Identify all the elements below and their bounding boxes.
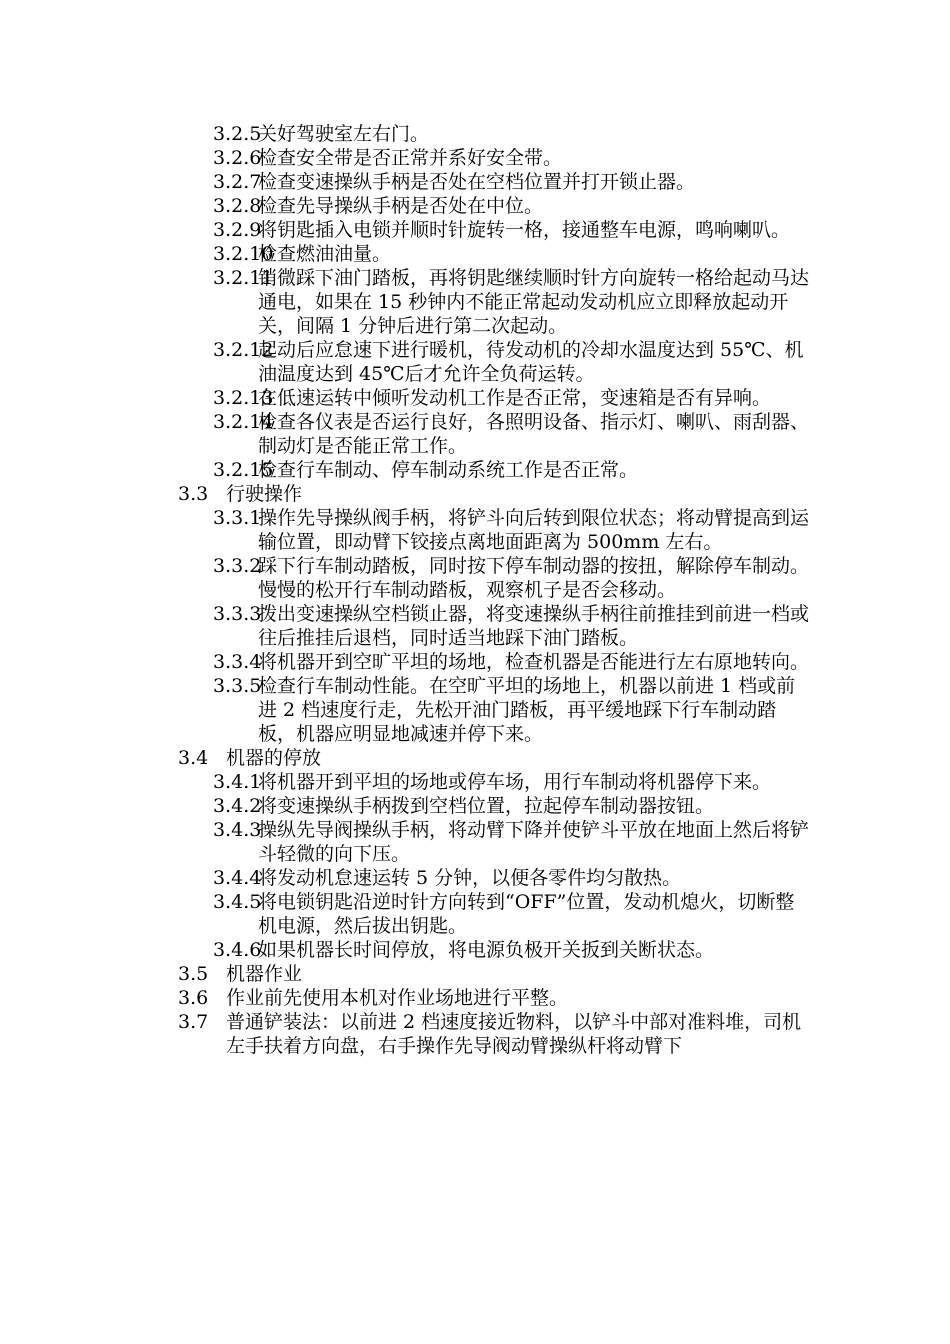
procedure-list: [0, 122, 950, 1058]
section-item: [0, 194, 810, 218]
section-item: [0, 866, 810, 890]
section-item: [0, 1010, 810, 1058]
section-item: [0, 218, 810, 242]
section-item: [0, 410, 810, 458]
section-text: 将电锁钥匙沿逆时针方向转到“OFF”位置，发动机熄火，切断整机电源，然后拔出钥匙。: [258, 891, 795, 937]
section-number: 3.3.5: [213, 675, 262, 697]
section-number: 3.4.1: [213, 771, 262, 793]
section-text: 检查各仪表是否运行良好，各照明设备、指示灯、喇叭、雨刮器、制动灯是否能正常工作。: [258, 411, 810, 457]
section-text: 操作先导操纵阀手柄，将铲斗向后转到限位状态；将动臂提高到运输位置，即动臂下铰接点离地面距离为 500mm 左右。: [258, 507, 810, 553]
section-item: [0, 458, 810, 482]
section-item: [0, 506, 810, 554]
section-number: 3.4.2: [213, 795, 262, 817]
section-item: [0, 794, 810, 818]
section-item: [0, 122, 810, 146]
section-number: 3.5: [178, 963, 209, 985]
section-text: 起动后应怠速下进行暖机，待发动机的冷却水温度达到 55℃、机油温度达到 45℃后才允许全负荷运转。: [258, 339, 804, 385]
section-number: 3.4.6: [213, 939, 262, 961]
section-text: 检查安全带是否正常并系好安全带。: [258, 147, 563, 169]
section-text: 将发动机怠速运转 5 分钟，以便各零件均匀散热。: [258, 867, 682, 889]
section-item: [0, 266, 810, 338]
section-number: 3.2.14: [213, 411, 274, 433]
section-text: 关好驾驶室左右门。: [258, 123, 430, 145]
section-text: 作业前先使用本机对作业场地进行平整。: [226, 987, 569, 1009]
section-number: 3.2.12: [213, 339, 274, 361]
section-number: 3.3.1: [213, 507, 262, 529]
section-number: 3.2.8: [213, 195, 262, 217]
section-item: [0, 242, 810, 266]
section-item: [0, 602, 810, 650]
section-number: 3.4.3: [213, 819, 262, 841]
section-number: 3.2.11: [213, 267, 274, 289]
section-number: 3.2.5: [213, 123, 262, 145]
section-text: 机器作业: [226, 963, 303, 985]
section-item: [0, 962, 810, 986]
section-number: 3.2.10: [213, 243, 274, 265]
section-number: 3.4.5: [213, 891, 262, 913]
section-number: 3.2.13: [213, 387, 274, 409]
section-number: 3.2.6: [213, 147, 262, 169]
section-number: 3.6: [178, 987, 209, 1009]
section-item: [0, 650, 810, 674]
section-item: [0, 146, 810, 170]
section-item: [0, 674, 810, 746]
section-number: 3.3.2: [213, 555, 262, 577]
section-number: 3.2.7: [213, 171, 262, 193]
section-text: 销微踩下油门踏板，再将钥匙继续顺时针方向旋转一格给起动马达通电，如果在 15 秒钟内不能正常起动发动机应立即释放起动开关，间隔 1 分钟后进行第二次起动。: [258, 267, 810, 337]
section-text: 检查变速操纵手柄是否处在空档位置并打开锁止器。: [258, 171, 696, 193]
section-item: [0, 386, 810, 410]
section-text: 检查先导操纵手柄是否处在中位。: [258, 195, 544, 217]
section-text: 操纵先导阀操纵手柄，将动臂下降并使铲斗平放在地面上然后将铲斗轻微的向下压。: [258, 819, 810, 865]
section-number: 3.7: [178, 1011, 209, 1033]
section-text: 将机器开到空旷平坦的场地，检查机器是否能进行左右原地转向。: [258, 651, 810, 673]
section-item: [0, 746, 810, 770]
section-text: 机器的停放: [226, 747, 322, 769]
section-item: [0, 482, 810, 506]
section-text: 如果机器长时间停放，将电源负极开关扳到关断状态。: [258, 939, 715, 961]
section-text: 踩下行车制动踏板，同时按下停车制动器的按扭，解除停车制动。慢慢的松开行车制动踏板，观察机子是否会移动。: [258, 555, 810, 601]
section-number: 3.3.4: [213, 651, 262, 673]
section-item: [0, 554, 810, 602]
section-number: 3.2.15: [213, 459, 274, 481]
section-number: 3.2.9: [213, 219, 262, 241]
section-item: [0, 170, 810, 194]
section-item: [0, 938, 810, 962]
section-number: 3.4: [178, 747, 209, 769]
section-text: 检查行车制动性能。在空旷平坦的场地上，机器以前进 1 档或前进 2 档速度行走，先松开油门踏板，再平缓地踩下行车制动踏板，机器应明显地减速并停下来。: [258, 675, 796, 745]
section-number: 3.3.3: [213, 603, 262, 625]
section-text: 将变速操纵手柄拨到空档位置，拉起停车制动器按钮。: [258, 795, 715, 817]
section-text: 拨出变速操纵空档锁止器，将变速操纵手柄往前推挂到前进一档或往后推挂后退档，同时适当地踩下油门踏板。: [258, 603, 810, 649]
section-text: 在低速运转中倾听发动机工作是否正常，变速箱是否有异响。: [258, 387, 772, 409]
section-text: 检查燃油油量。: [258, 243, 392, 265]
section-number: 3.3: [178, 483, 209, 505]
section-item: [0, 818, 810, 866]
section-item: [0, 770, 810, 794]
section-item: [0, 986, 810, 1010]
section-item: [0, 338, 810, 386]
section-text: 检查行车制动、停车制动系统工作是否正常。: [258, 459, 639, 481]
section-item: [0, 890, 810, 938]
section-text: 将机器开到平坦的场地或停车场，用行车制动将机器停下来。: [258, 771, 772, 793]
section-text: 普通铲装法：以前进 2 档速度接近物料，以铲斗中部对准料堆，司机左手扶着方向盘，右手操作先导阀动臂操纵杆将动臂下: [226, 1011, 802, 1057]
section-text: 行驶操作: [226, 483, 303, 505]
section-number: 3.4.4: [213, 867, 262, 889]
section-text: 将钥匙插入电锁并顺时针旋转一格，接通整车电源，鸣响喇叭。: [258, 219, 791, 241]
